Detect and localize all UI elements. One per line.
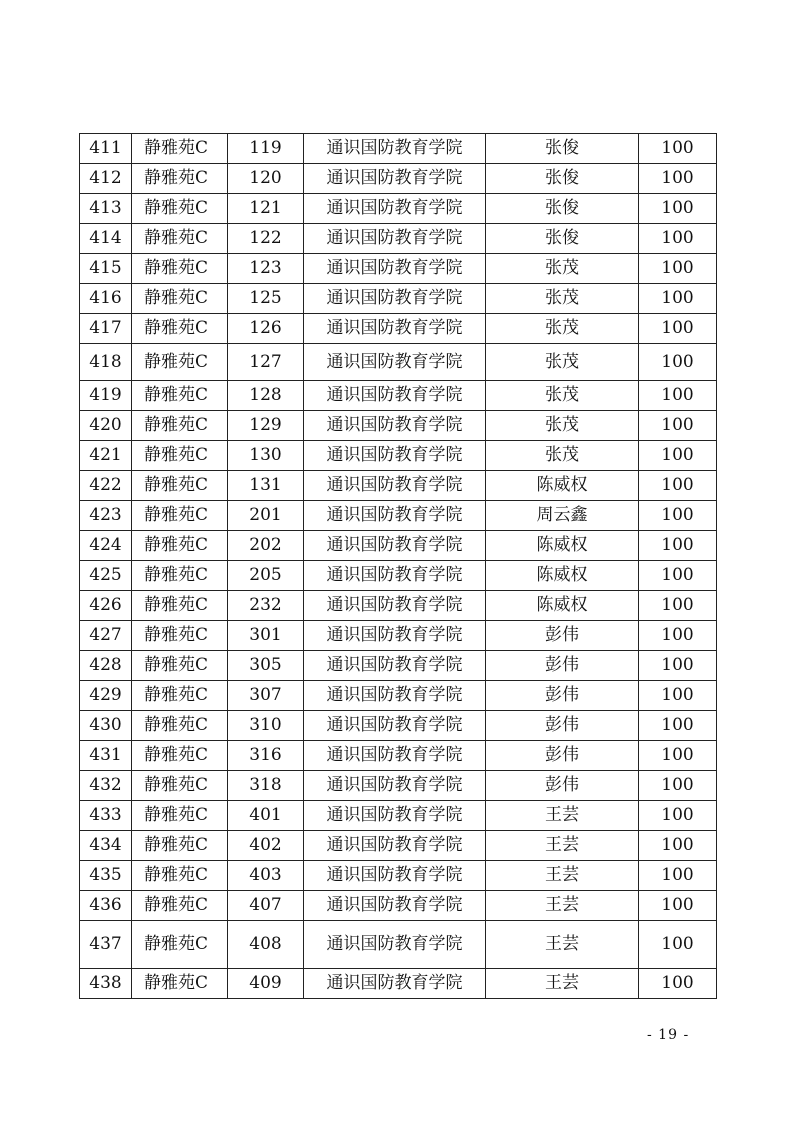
table-row (80, 921, 717, 969)
college-cell: 通识国防教育学院 (304, 969, 486, 999)
table-row (80, 831, 717, 861)
college-cell: 通识国防教育学院 (304, 381, 486, 411)
score-cell: 100 (639, 164, 717, 194)
college-cell: 通识国防教育学院 (304, 164, 486, 194)
table-row (80, 224, 717, 254)
venue-cell: 静雅苑C (132, 561, 228, 591)
college-cell: 通识国防教育学院 (304, 621, 486, 651)
room-cell: 121 (228, 194, 304, 224)
table-row (80, 969, 717, 999)
inspector-name-cell: 陈威权 (486, 591, 639, 621)
room-cell: 127 (228, 344, 304, 381)
inspector-name-cell: 陈威权 (486, 531, 639, 561)
inspector-name-cell: 王芸 (486, 891, 639, 921)
row-number-cell: 436 (80, 891, 132, 921)
venue-cell: 静雅苑C (132, 381, 228, 411)
score-cell: 100 (639, 651, 717, 681)
room-cell: 202 (228, 531, 304, 561)
row-number-cell: 413 (80, 194, 132, 224)
venue-cell: 静雅苑C (132, 314, 228, 344)
college-cell: 通识国防教育学院 (304, 284, 486, 314)
row-number-cell: 425 (80, 561, 132, 591)
room-cell: 403 (228, 861, 304, 891)
row-number-cell: 419 (80, 381, 132, 411)
college-cell: 通识国防教育学院 (304, 501, 486, 531)
score-cell: 100 (639, 831, 717, 861)
row-number-cell: 432 (80, 771, 132, 801)
inspector-name-cell: 周云鑫 (486, 501, 639, 531)
room-cell: 232 (228, 591, 304, 621)
score-cell: 100 (639, 861, 717, 891)
table-row (80, 531, 717, 561)
room-cell: 310 (228, 711, 304, 741)
venue-cell: 静雅苑C (132, 224, 228, 254)
inspector-name-cell: 张茂 (486, 314, 639, 344)
row-number-cell: 437 (80, 921, 132, 969)
venue-cell: 静雅苑C (132, 681, 228, 711)
row-number-cell: 417 (80, 314, 132, 344)
room-cell: 407 (228, 891, 304, 921)
room-cell: 201 (228, 501, 304, 531)
score-cell: 100 (639, 344, 717, 381)
inspector-name-cell: 张茂 (486, 381, 639, 411)
score-cell: 100 (639, 681, 717, 711)
venue-cell: 静雅苑C (132, 771, 228, 801)
row-number-cell: 430 (80, 711, 132, 741)
venue-cell: 静雅苑C (132, 344, 228, 381)
room-cell: 123 (228, 254, 304, 284)
score-cell: 100 (639, 531, 717, 561)
table-row (80, 284, 717, 314)
room-cell: 128 (228, 381, 304, 411)
college-cell: 通识国防教育学院 (304, 591, 486, 621)
college-cell: 通识国防教育学院 (304, 344, 486, 381)
score-cell: 100 (639, 711, 717, 741)
venue-cell: 静雅苑C (132, 621, 228, 651)
table-row (80, 891, 717, 921)
page-number: - 19 - (647, 1027, 690, 1043)
score-cell: 100 (639, 471, 717, 501)
table-row (80, 771, 717, 801)
inspector-name-cell: 王芸 (486, 969, 639, 999)
score-cell: 100 (639, 741, 717, 771)
room-cell: 131 (228, 471, 304, 501)
room-cell: 409 (228, 969, 304, 999)
venue-cell: 静雅苑C (132, 134, 228, 164)
dormitory-score-table (79, 133, 717, 999)
room-cell: 122 (228, 224, 304, 254)
college-cell: 通识国防教育学院 (304, 831, 486, 861)
inspector-name-cell: 王芸 (486, 861, 639, 891)
table-row (80, 651, 717, 681)
venue-cell: 静雅苑C (132, 711, 228, 741)
table-row (80, 254, 717, 284)
college-cell: 通识国防教育学院 (304, 921, 486, 969)
inspector-name-cell: 张俊 (486, 224, 639, 254)
venue-cell: 静雅苑C (132, 801, 228, 831)
room-cell: 129 (228, 411, 304, 441)
room-cell: 125 (228, 284, 304, 314)
college-cell: 通识国防教育学院 (304, 771, 486, 801)
venue-cell: 静雅苑C (132, 741, 228, 771)
table-row (80, 314, 717, 344)
table-row (80, 194, 717, 224)
college-cell: 通识国防教育学院 (304, 561, 486, 591)
table-row (80, 681, 717, 711)
college-cell: 通识国防教育学院 (304, 411, 486, 441)
inspector-name-cell: 张茂 (486, 254, 639, 284)
row-number-cell: 426 (80, 591, 132, 621)
score-cell: 100 (639, 891, 717, 921)
venue-cell: 静雅苑C (132, 921, 228, 969)
inspector-name-cell: 陈威权 (486, 471, 639, 501)
venue-cell: 静雅苑C (132, 411, 228, 441)
score-cell: 100 (639, 314, 717, 344)
score-cell: 100 (639, 771, 717, 801)
inspector-name-cell: 张茂 (486, 411, 639, 441)
venue-cell: 静雅苑C (132, 651, 228, 681)
score-cell: 100 (639, 501, 717, 531)
inspector-name-cell: 张茂 (486, 344, 639, 381)
venue-cell: 静雅苑C (132, 831, 228, 861)
inspector-name-cell: 王芸 (486, 921, 639, 969)
row-number-cell: 424 (80, 531, 132, 561)
table-row (80, 344, 717, 381)
row-number-cell: 415 (80, 254, 132, 284)
inspector-name-cell: 张俊 (486, 194, 639, 224)
score-cell: 100 (639, 801, 717, 831)
table-row (80, 501, 717, 531)
table-row (80, 381, 717, 411)
college-cell: 通识国防教育学院 (304, 471, 486, 501)
row-number-cell: 418 (80, 344, 132, 381)
room-cell: 408 (228, 921, 304, 969)
table-row (80, 801, 717, 831)
room-cell: 126 (228, 314, 304, 344)
college-cell: 通识国防教育学院 (304, 681, 486, 711)
score-cell: 100 (639, 621, 717, 651)
college-cell: 通识国防教育学院 (304, 741, 486, 771)
inspector-name-cell: 张俊 (486, 134, 639, 164)
venue-cell: 静雅苑C (132, 284, 228, 314)
college-cell: 通识国防教育学院 (304, 134, 486, 164)
room-cell: 318 (228, 771, 304, 801)
inspector-name-cell: 彭伟 (486, 621, 639, 651)
venue-cell: 静雅苑C (132, 194, 228, 224)
room-cell: 401 (228, 801, 304, 831)
score-cell: 100 (639, 561, 717, 591)
row-number-cell: 414 (80, 224, 132, 254)
college-cell: 通识国防教育学院 (304, 531, 486, 561)
row-number-cell: 434 (80, 831, 132, 861)
college-cell: 通识国防教育学院 (304, 194, 486, 224)
table-row (80, 471, 717, 501)
college-cell: 通识国防教育学院 (304, 651, 486, 681)
score-cell: 100 (639, 411, 717, 441)
room-cell: 119 (228, 134, 304, 164)
row-number-cell: 421 (80, 441, 132, 471)
college-cell: 通识国防教育学院 (304, 861, 486, 891)
room-cell: 305 (228, 651, 304, 681)
table-row (80, 621, 717, 651)
table-body (80, 134, 717, 999)
score-cell: 100 (639, 224, 717, 254)
room-cell: 307 (228, 681, 304, 711)
inspector-name-cell: 张茂 (486, 441, 639, 471)
inspector-name-cell: 彭伟 (486, 741, 639, 771)
college-cell: 通识国防教育学院 (304, 314, 486, 344)
college-cell: 通识国防教育学院 (304, 801, 486, 831)
inspector-name-cell: 张茂 (486, 284, 639, 314)
row-number-cell: 427 (80, 621, 132, 651)
row-number-cell: 429 (80, 681, 132, 711)
table-row (80, 861, 717, 891)
table-row (80, 741, 717, 771)
inspector-name-cell: 王芸 (486, 801, 639, 831)
venue-cell: 静雅苑C (132, 861, 228, 891)
venue-cell: 静雅苑C (132, 471, 228, 501)
score-cell: 100 (639, 591, 717, 621)
row-number-cell: 422 (80, 471, 132, 501)
score-cell: 100 (639, 381, 717, 411)
table-row (80, 411, 717, 441)
score-cell: 100 (639, 254, 717, 284)
venue-cell: 静雅苑C (132, 501, 228, 531)
college-cell: 通识国防教育学院 (304, 891, 486, 921)
inspector-name-cell: 陈威权 (486, 561, 639, 591)
room-cell: 205 (228, 561, 304, 591)
score-cell: 100 (639, 969, 717, 999)
row-number-cell: 435 (80, 861, 132, 891)
row-number-cell: 438 (80, 969, 132, 999)
score-cell: 100 (639, 134, 717, 164)
college-cell: 通识国防教育学院 (304, 441, 486, 471)
room-cell: 301 (228, 621, 304, 651)
college-cell: 通识国防教育学院 (304, 224, 486, 254)
venue-cell: 静雅苑C (132, 531, 228, 561)
inspector-name-cell: 彭伟 (486, 771, 639, 801)
row-number-cell: 412 (80, 164, 132, 194)
venue-cell: 静雅苑C (132, 891, 228, 921)
table-row (80, 711, 717, 741)
table-row (80, 561, 717, 591)
inspector-name-cell: 王芸 (486, 831, 639, 861)
row-number-cell: 423 (80, 501, 132, 531)
college-cell: 通识国防教育学院 (304, 254, 486, 284)
venue-cell: 静雅苑C (132, 254, 228, 284)
row-number-cell: 411 (80, 134, 132, 164)
inspector-name-cell: 张俊 (486, 164, 639, 194)
room-cell: 130 (228, 441, 304, 471)
table-row (80, 164, 717, 194)
score-cell: 100 (639, 921, 717, 969)
venue-cell: 静雅苑C (132, 969, 228, 999)
score-cell: 100 (639, 284, 717, 314)
venue-cell: 静雅苑C (132, 441, 228, 471)
college-cell: 通识国防教育学院 (304, 711, 486, 741)
row-number-cell: 416 (80, 284, 132, 314)
table-row (80, 134, 717, 164)
room-cell: 402 (228, 831, 304, 861)
row-number-cell: 420 (80, 411, 132, 441)
inspector-name-cell: 彭伟 (486, 711, 639, 741)
room-cell: 120 (228, 164, 304, 194)
score-cell: 100 (639, 194, 717, 224)
score-cell: 100 (639, 441, 717, 471)
inspector-name-cell: 彭伟 (486, 651, 639, 681)
table-row (80, 441, 717, 471)
inspector-name-cell: 彭伟 (486, 681, 639, 711)
room-cell: 316 (228, 741, 304, 771)
venue-cell: 静雅苑C (132, 164, 228, 194)
row-number-cell: 431 (80, 741, 132, 771)
row-number-cell: 428 (80, 651, 132, 681)
venue-cell: 静雅苑C (132, 591, 228, 621)
row-number-cell: 433 (80, 801, 132, 831)
table-row (80, 591, 717, 621)
